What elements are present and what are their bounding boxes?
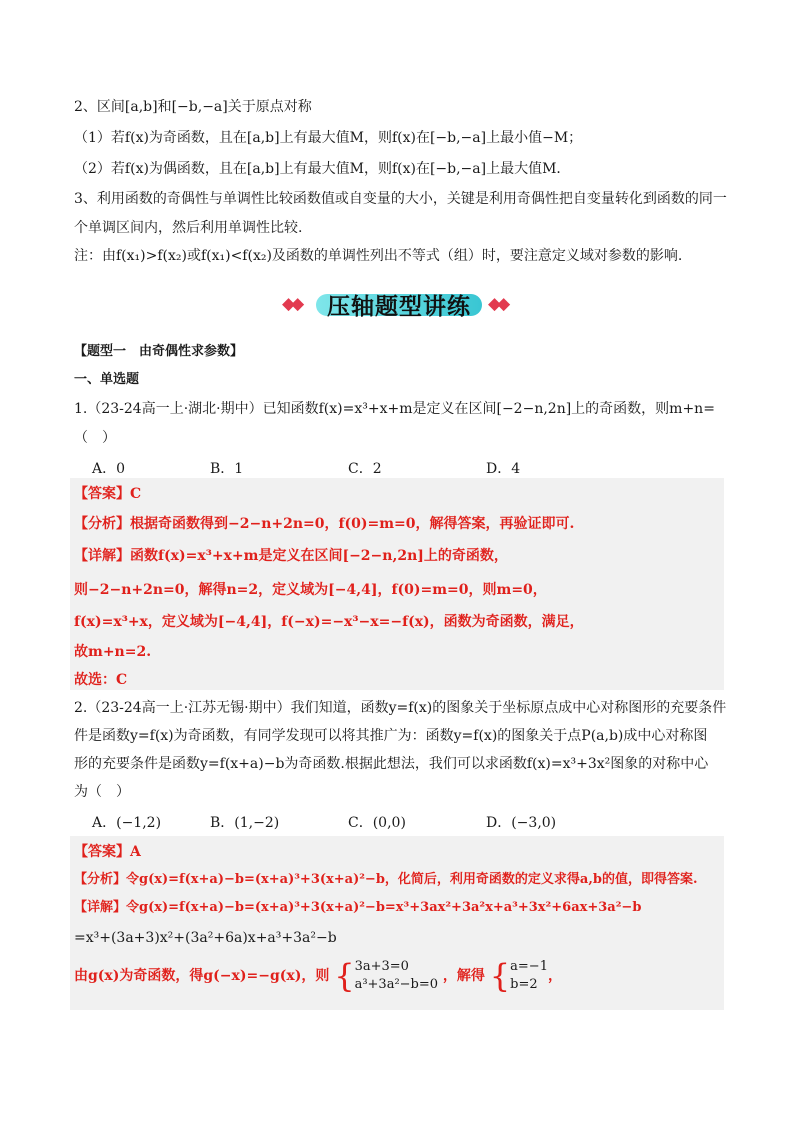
- q1-answer: 【答案】C: [74, 486, 142, 502]
- q1-option-d: D．4: [486, 461, 521, 477]
- intro-point-2-1: [74, 128, 582, 148]
- q1-detail-3: f(x)=x³+x，定义域为[−4,4]，f(−x)=−x³−x=−f(x)，函数为奇函数，满足，: [74, 614, 584, 630]
- diamond-left-icon: ◆◆: [282, 294, 301, 314]
- q1-stem-line1: 1.（23-24高一上·湖北·期中）已知函数f(x)=x³+x+m是定义在区间[−2−n,2n]上的奇函数，则m+n=: [74, 401, 715, 417]
- section-banner: [282, 286, 516, 322]
- q1-detail-4: 故m+n=2.: [74, 644, 152, 660]
- intro-note: 注：由f(x₁)>f(x₂)或f(x₁)<f(x₂)及函数的单调性列出不等式（组）时，要注意定义域对参数的影响.: [74, 248, 683, 264]
- q1-option-a: A．0: [92, 461, 126, 477]
- q2-option-d: D．(−3,0): [486, 815, 557, 831]
- system-2-line-2: b=2: [510, 977, 538, 992]
- system-1-line-1: 3a+3=0: [354, 959, 409, 974]
- type-heading: 【题型一 由奇偶性求参数】: [74, 344, 244, 359]
- q2-stem-line2: 件是函数y=f(x)为奇函数，有同学发现可以将其推广为：函数y=f(x)的图象关于点P(a,b)成中心对称图: [74, 728, 708, 744]
- q1-analysis: 【分析】根据奇函数得到−2−n+2n=0，f(0)=m=0，解得答案，再验证即可.: [74, 516, 575, 532]
- banner-title: 压轴题型讲练: [327, 294, 471, 320]
- intro-point-2-1-text: f(x)为奇函数，且在[a,b]上有最大值M，则f(x)在[−b,−a]上最小值−M；: [124, 130, 583, 146]
- intro-point-2-2-text: f(x)为偶函数，且在[a,b]上有最大值M，则f(x)在[−b,−a]上最大值M．: [124, 161, 571, 177]
- intro-point-2: 2、区间[a,b]和[−b,−a]关于原点对称: [74, 99, 312, 115]
- q1-option-c: C．2: [348, 461, 382, 477]
- q2-detail-2: =x³+(3a+3)x²+(3a²+6a)x+a³+3a²−b: [74, 930, 337, 946]
- q1-stem-line2: （ ）: [74, 430, 116, 446]
- intro-point-2-2: [74, 159, 570, 179]
- equation-system-1: [355, 958, 438, 994]
- q2-answer: 【答案】A: [74, 844, 141, 860]
- left-brace-icon: {: [334, 957, 355, 995]
- q2-stem-line3: 形的充要条件是函数y=f(x+a)−b为奇函数.根据此想法，我们可以求函数f(x)=x³+3x²图象的对称中心: [74, 756, 709, 772]
- q1-choice: 故选：C: [74, 672, 128, 688]
- q2-option-b: B．(1,−2): [210, 815, 280, 831]
- subheading: 一、单选题: [74, 372, 140, 387]
- intro-point-2-1-num: （1）若: [74, 130, 125, 146]
- q2-option-a: A．(−1,2): [92, 815, 162, 831]
- q2-detail-3: [74, 954, 562, 998]
- equation-system-2: [510, 958, 548, 994]
- q2-stem-line4: 为（ ）: [74, 784, 130, 800]
- intro-point-2-2-num: （2）若: [74, 161, 125, 177]
- q2-stem-line1: 2.（23-24高一上·江苏无锡·期中）我们知道，函数y=f(x)的图象关于坐标原点成中心对称图形的充要条件: [74, 700, 727, 716]
- diamond-right-icon: ◆◆: [488, 294, 507, 314]
- q2-detail-1: 【详解】令g(x)=f(x+a)−b=(x+a)³+3(x+a)²−b=x³+3ax²+3a²x+a³+3x²+6ax+3a²−b: [74, 900, 642, 915]
- q2-detail-3-mid: ，解得: [442, 968, 485, 984]
- system-2-line-1: a=−1: [510, 959, 548, 974]
- system-1-line-2: a³+3a²−b=0: [354, 977, 439, 992]
- left-brace-icon: {: [489, 957, 511, 995]
- q1-detail-2: 则−2−n+2n=0，解得n=2，定义域为[−4,4]，f(0)=m=0，则m=0，: [74, 582, 547, 598]
- q2-analysis: 【分析】令g(x)=f(x+a)−b=(x+a)³+3(x+a)²−b，化简后，利用奇函数的定义求得a,b的值，即得答案.: [74, 872, 698, 887]
- intro-point-3-line2: 个单调区间内，然后利用单调性比较.: [74, 220, 303, 236]
- q1-detail-1: 【详解】函数f(x)=x³+x+m是定义在区间[−2−n,2n]上的奇函数，: [74, 548, 508, 564]
- q2-detail-3-end: ，: [547, 968, 562, 984]
- q1-option-b: B．1: [210, 461, 244, 477]
- q2-option-c: C．(0,0): [348, 815, 406, 831]
- q2-detail-3-lead: 由g(x)为奇函数，得g(−x)=−g(x)，则: [74, 968, 330, 984]
- intro-point-3-line1: 3、利用函数的奇偶性与单调性比较函数值或自变量的大小，关键是利用奇偶性把自变量转化到函数的同一: [74, 191, 727, 207]
